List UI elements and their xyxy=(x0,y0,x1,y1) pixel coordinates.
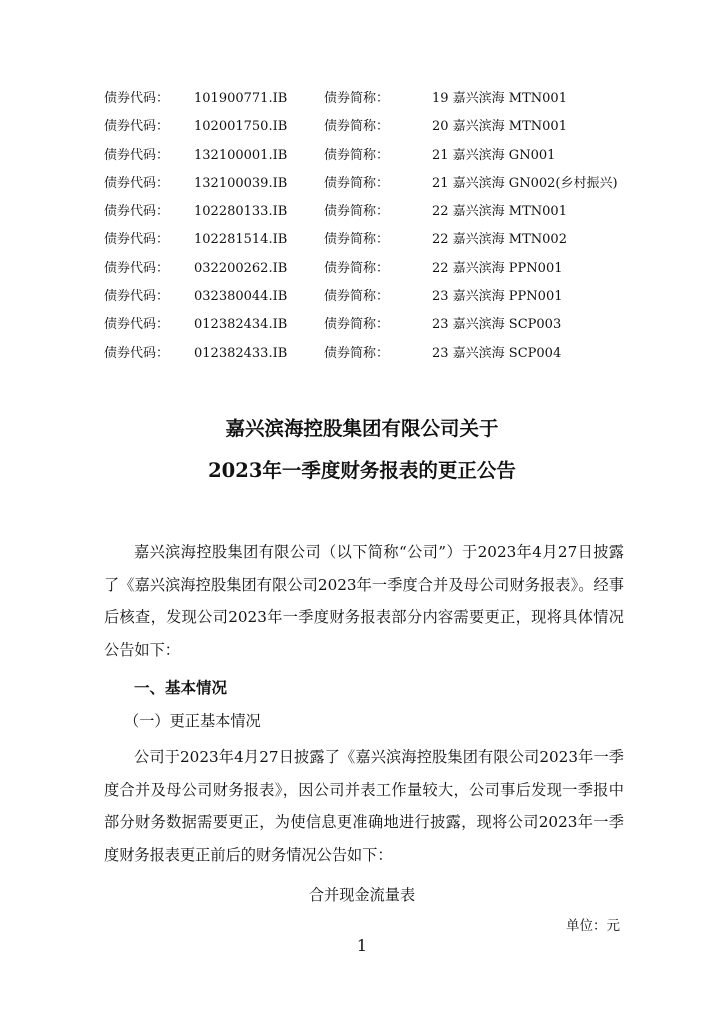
bond-code: 132100001.IB xyxy=(194,147,288,163)
bond-code: 102001750.IB xyxy=(194,119,288,135)
bond-code-label: 债券代码： xyxy=(104,147,170,163)
intro-paragraph: 嘉兴滨海控股集团有限公司（以下简称“公司”）于2023年4月27日披露了《嘉兴滨海控股集团有限公司2023年一季度合并及母公司财务报表》。经事后核查，发现公司2023年一季度财务报表部分内容需要更正，现将具体情况公告如下： xyxy=(104,543,624,659)
page-number: 1 xyxy=(356,936,368,955)
bond-name-label: 债券简称： xyxy=(324,175,390,191)
bond-code: 102280133.IB xyxy=(194,204,288,220)
bond-name: 23 嘉兴滨海 SCP003 xyxy=(432,317,562,333)
bond-code: 101900771.IB xyxy=(194,91,288,106)
bond-name-label: 债券简称： xyxy=(324,317,390,333)
bond-name-label: 债券简称： xyxy=(324,289,390,305)
bond-code-label: 债券代码： xyxy=(104,289,170,305)
bond-row xyxy=(104,201,664,229)
bond-code: 032380044.IB xyxy=(194,289,288,305)
bond-code: 102281514.IB xyxy=(194,232,288,248)
bond-name: 20 嘉兴滨海 MTN001 xyxy=(432,119,567,135)
bond-row xyxy=(104,258,664,286)
bond-name-label: 债券简称： xyxy=(324,345,390,361)
cash-flow-table-title: 合并现金流量表 xyxy=(308,886,416,904)
bond-name-label: 债券简称： xyxy=(324,232,390,248)
bond-name-label: 债券简称： xyxy=(324,119,390,135)
bond-code-label: 债券代码： xyxy=(104,232,170,248)
bond-name: 22 嘉兴滨海 MTN002 xyxy=(432,232,567,248)
bond-row xyxy=(104,88,664,116)
unit-label: 单位：元 xyxy=(566,918,620,934)
bond-code: 012382434.IB xyxy=(194,317,288,333)
subsection-heading-correction: （一）更正基本情况 xyxy=(124,712,261,730)
bond-name-label: 债券简称： xyxy=(324,147,390,163)
announcement-title-line2: 2023年一季度财务报表的更正公告 xyxy=(208,459,516,482)
bond-name-label: 债券简称： xyxy=(324,260,390,276)
bond-code-label: 债券代码： xyxy=(104,345,170,361)
bond-name: 22 嘉兴滨海 PPN001 xyxy=(432,260,563,276)
bond-code: 012382433.IB xyxy=(194,345,288,361)
section-heading-basic-info: 一、基本情况 xyxy=(134,678,228,697)
bond-name-label: 债券简称： xyxy=(324,91,390,106)
bond-name: 21 嘉兴滨海 GN002(乡村振兴) xyxy=(432,175,618,191)
bond-row xyxy=(104,229,664,257)
bond-name: 21 嘉兴滨海 GN001 xyxy=(432,147,556,163)
bond-list xyxy=(104,88,664,371)
bond-name: 19 嘉兴滨海 MTN001 xyxy=(432,91,567,106)
bond-row xyxy=(104,116,664,144)
bond-row xyxy=(104,343,664,371)
bond-code-label: 债券代码： xyxy=(104,260,170,276)
bond-row xyxy=(104,314,664,342)
bond-code-label: 债券代码： xyxy=(104,119,170,135)
bond-name: 22 嘉兴滨海 MTN001 xyxy=(432,204,567,220)
bond-row xyxy=(104,173,664,201)
bond-code-label: 债券代码： xyxy=(104,91,170,106)
announcement-title-line1: 嘉兴滨海控股集团有限公司关于 xyxy=(225,417,499,440)
correction-paragraph: 公司于2023年4月27日披露了《嘉兴滨海控股集团有限公司2023年一季度合并及母公司财务报表》，因公司并表工作量较大，公司事后发现一季报中部分财务数据需要更正，为使信息更准确地进行披露，现将公司2023年一季度财务报表更正前后的财务情况公告如下： xyxy=(104,748,624,864)
bond-code: 132100039.IB xyxy=(194,175,288,191)
bond-row xyxy=(104,286,664,314)
bond-name: 23 嘉兴滨海 SCP004 xyxy=(432,345,562,361)
bond-code-label: 债券代码： xyxy=(104,175,170,191)
bond-code-label: 债券代码： xyxy=(104,317,170,333)
bond-name: 23 嘉兴滨海 PPN001 xyxy=(432,289,563,305)
bond-code-label: 债券代码： xyxy=(104,204,170,220)
bond-row xyxy=(104,145,664,173)
bond-code: 032200262.IB xyxy=(194,260,288,276)
bond-name-label: 债券简称： xyxy=(324,204,390,220)
